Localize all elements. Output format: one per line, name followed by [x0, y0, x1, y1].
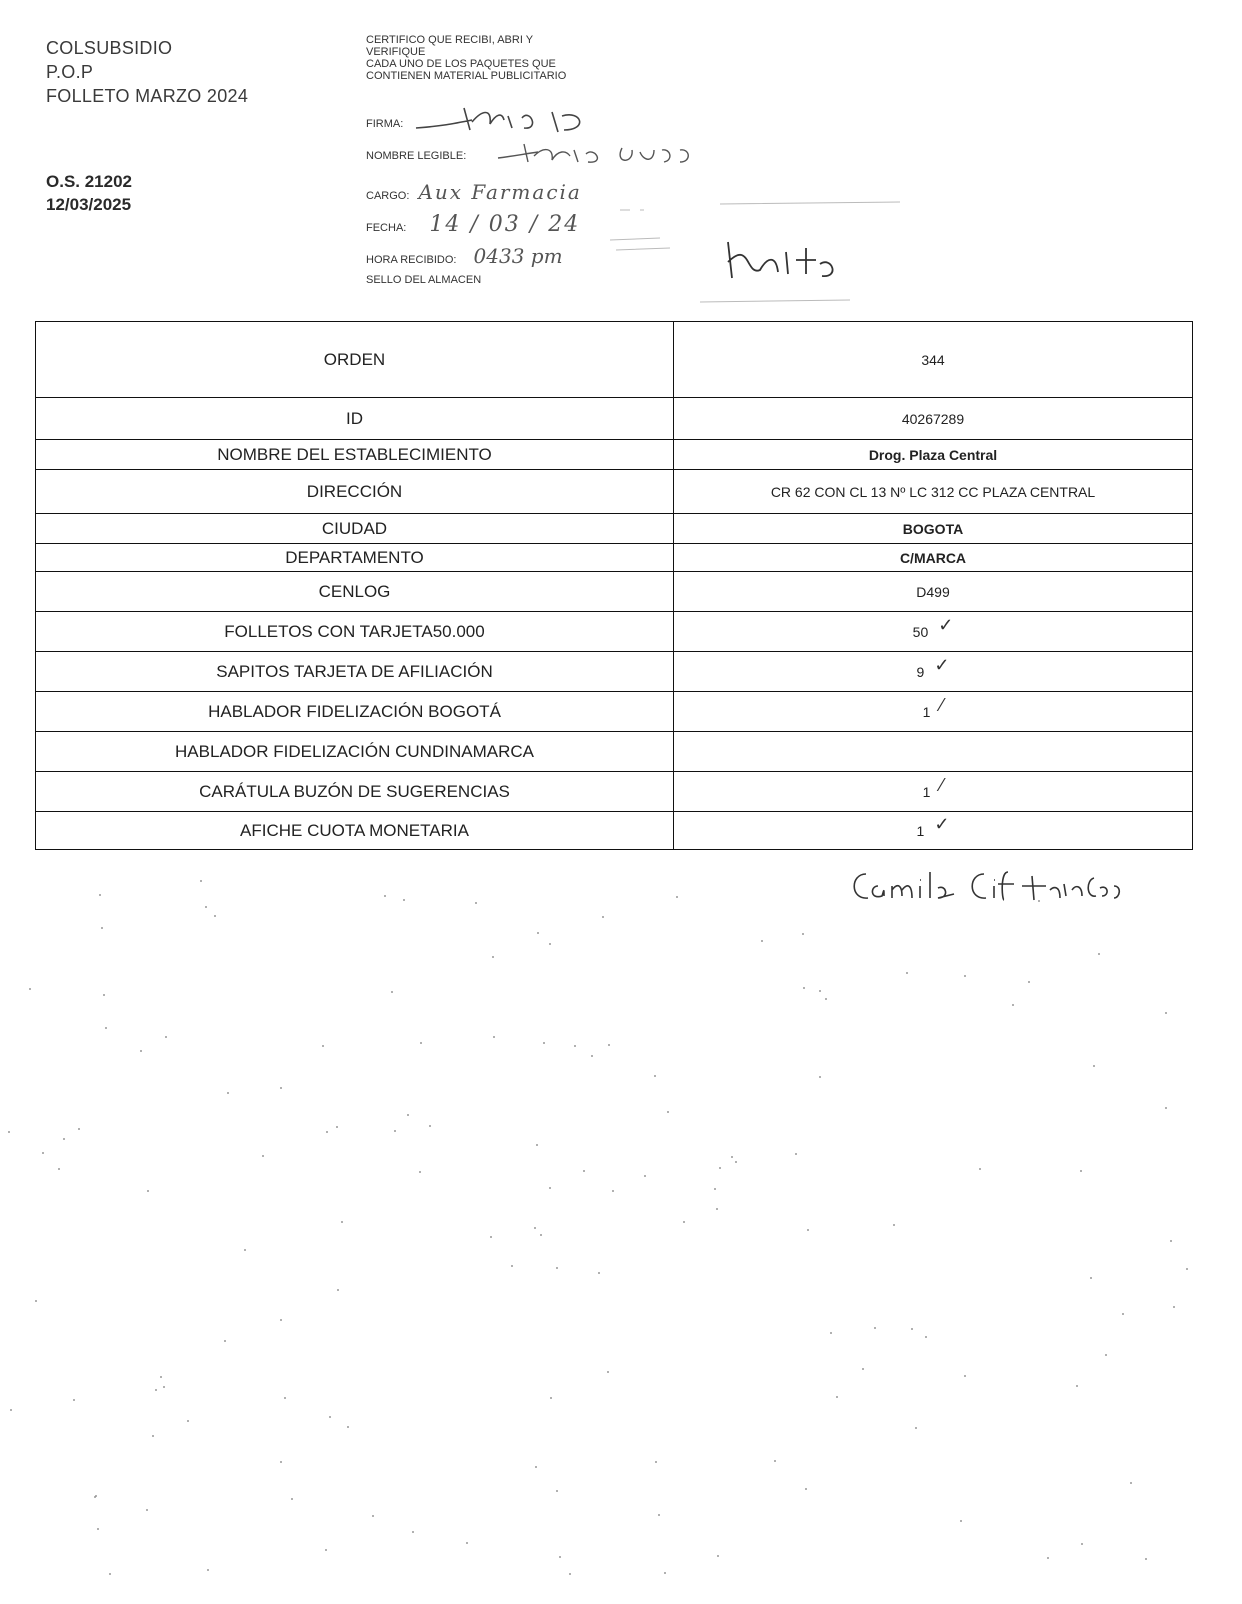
- cert-line-3: CADA UNO DE LOS PAQUETES QUE: [366, 58, 556, 70]
- nombre-signature: [494, 138, 704, 170]
- row-label: CARÁTULA BUZÓN DE SUGERENCIAS: [36, 772, 674, 812]
- firma-field: [366, 118, 403, 130]
- check-mark-icon: ✓: [934, 814, 950, 834]
- row-label: FOLLETOS CON TARJETA50.000: [36, 612, 674, 652]
- table-row: [36, 514, 1193, 544]
- cargo-value: Aux Farmacia: [418, 180, 582, 204]
- row-value: 9: [916, 664, 925, 680]
- row-label: AFICHE CUOTA MONETARIA: [36, 812, 674, 850]
- fecha-field: [366, 212, 580, 237]
- table-row: [36, 812, 1193, 850]
- cargo-label: CARGO:: [366, 190, 410, 202]
- hora-label: HORA RECIBIDO:: [366, 254, 457, 266]
- org-name: COLSUBSIDIO: [46, 38, 173, 58]
- table-row: [36, 732, 1193, 772]
- row-value-cell: [674, 572, 1193, 612]
- store-stamp: [600, 180, 940, 310]
- os-date: 12/03/2025: [46, 195, 132, 214]
- row-label: CIUDAD: [36, 514, 674, 544]
- cargo-field: [366, 180, 582, 204]
- row-value-cell: [674, 440, 1193, 470]
- row-value-cell: [674, 692, 1193, 732]
- row-value: 1: [922, 784, 931, 800]
- check-mark-icon: ⁄: [940, 775, 944, 795]
- row-value: 50: [912, 624, 929, 640]
- firma-label: FIRMA:: [366, 118, 404, 130]
- table-row: [36, 322, 1193, 398]
- row-value-cell: [674, 544, 1193, 572]
- row-value-cell: [674, 514, 1193, 544]
- delivery-table: [35, 321, 1193, 850]
- header-left: [46, 36, 248, 108]
- row-value: 1: [922, 704, 931, 720]
- row-label: NOMBRE DEL ESTABLECIMIENTO: [36, 440, 674, 470]
- check-mark-icon: ⁄: [940, 695, 944, 715]
- row-value-cell: [674, 612, 1193, 652]
- sello-label: SELLO DEL ALMACEN: [366, 274, 482, 286]
- fecha-label: FECHA:: [366, 222, 407, 234]
- cert-line-1: CERTIFICO QUE RECIBI, ABRI Y: [366, 34, 534, 46]
- row-value: BOGOTA: [902, 520, 964, 537]
- row-value: 344: [921, 351, 945, 368]
- row-label: DIRECCIÓN: [36, 470, 674, 514]
- row-label: SAPITOS TARJETA DE AFILIACIÓN: [36, 652, 674, 692]
- row-label: ORDEN: [36, 322, 674, 398]
- check-mark-icon: ✓: [938, 615, 954, 635]
- row-value-cell: [674, 652, 1193, 692]
- os-number: O.S. 21202: [46, 172, 133, 191]
- cert-line-4: CONTIENEN MATERIAL PUBLICITARIO: [366, 70, 567, 82]
- cert-line-2: VERIFIQUE: [366, 46, 426, 58]
- table-row: [36, 544, 1193, 572]
- table-row: [36, 692, 1193, 732]
- row-label: CENLOG: [36, 572, 674, 612]
- firma-signature: [412, 100, 602, 140]
- row-value: 40267289: [901, 410, 965, 427]
- fecha-value: 14 / 03 / 24: [429, 212, 581, 237]
- nombre-field: [366, 150, 466, 162]
- row-value: CR 62 CON CL 13 Nº LC 312 CC PLAZA CENTRAL: [770, 483, 1096, 500]
- row-value: D499: [916, 583, 950, 600]
- table-row: [36, 572, 1193, 612]
- row-value: 1: [916, 823, 925, 839]
- org-code: P.O.P: [46, 62, 94, 82]
- row-value-cell: [674, 398, 1193, 440]
- certificate-text: [366, 34, 666, 82]
- row-value-cell: [674, 470, 1193, 514]
- table-row: [36, 772, 1193, 812]
- hora-value: 0433 pm: [473, 244, 563, 268]
- row-label: HABLADOR FIDELIZACIÓN BOGOTÁ: [36, 692, 674, 732]
- row-value-cell: [674, 812, 1193, 850]
- row-value: Drog. Plaza Central: [868, 446, 998, 463]
- row-label: ID: [36, 398, 674, 440]
- row-value-cell: [674, 322, 1193, 398]
- check-mark-icon: ✓: [934, 655, 950, 675]
- folleto-title: FOLLETO MARZO 2024: [46, 86, 249, 106]
- row-value-cell: [674, 772, 1193, 812]
- table-row: [36, 612, 1193, 652]
- table-row: [36, 470, 1193, 514]
- row-label: HABLADOR FIDELIZACIÓN CUNDINAMARCA: [36, 732, 674, 772]
- order-service-block: [46, 170, 132, 216]
- sello-field: [366, 274, 481, 286]
- nombre-label: NOMBRE LEGIBLE:: [366, 150, 467, 162]
- row-value-cell: [674, 732, 1193, 772]
- row-label: DEPARTAMENTO: [36, 544, 674, 572]
- handwritten-name: [846, 860, 1136, 910]
- hora-field: [366, 244, 563, 268]
- table-row: [36, 398, 1193, 440]
- table-row: [36, 652, 1193, 692]
- row-value: C/MARCA: [899, 549, 967, 566]
- table-row: [36, 440, 1193, 470]
